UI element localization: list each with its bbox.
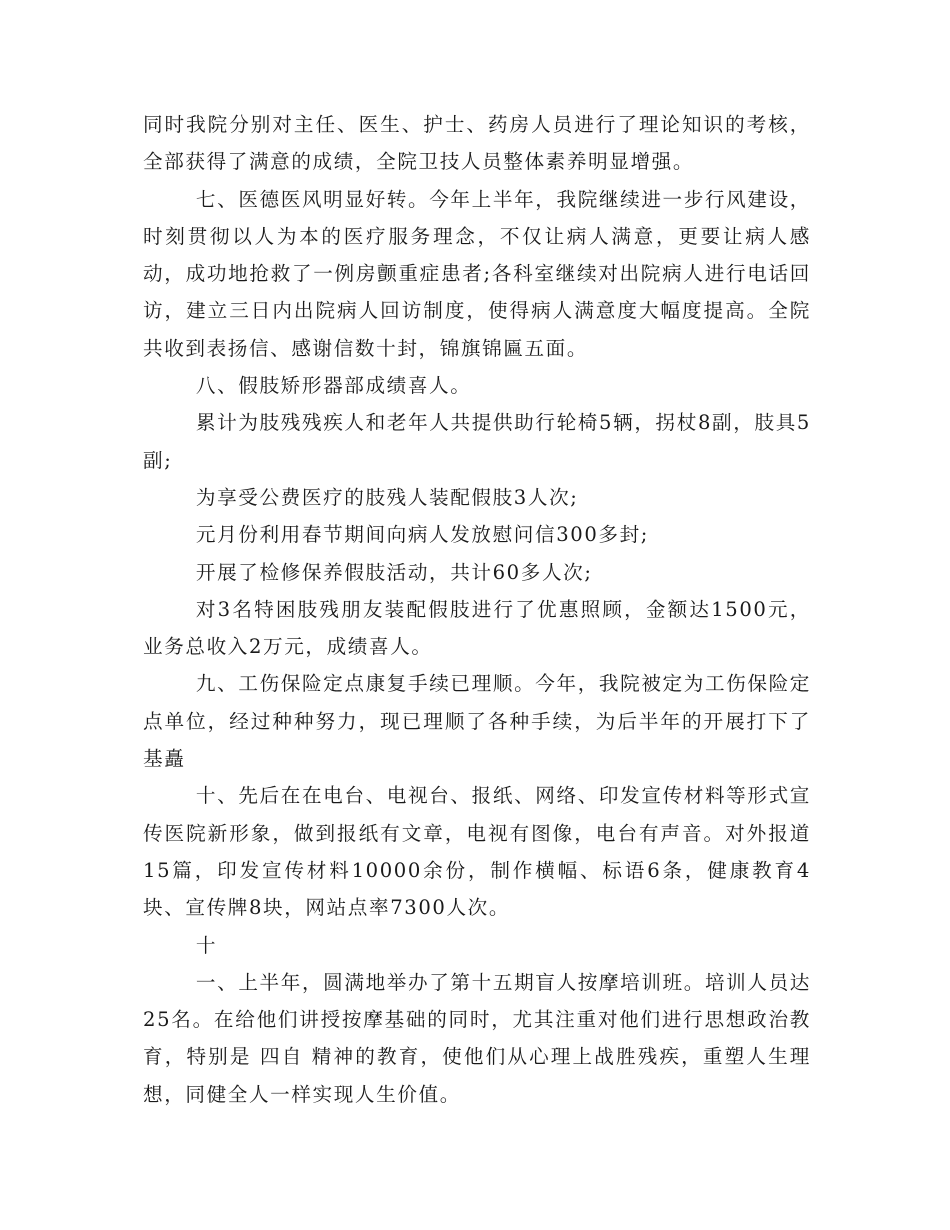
document-body	[143, 106, 811, 1113]
paragraph-discount-care: 对3名特困肢残朋友装配假肢进行了优惠照顾，金额达1500元，业务总收入2万元，成绩喜人。	[143, 597, 811, 659]
paragraph-work-injury: 九、工伤保险定点康复手续已理顺。今年，我院被定为工伤保险定点单位，经过种种努力，现已理顺了各种手续，为后半年的开展打下了基矗	[143, 672, 811, 771]
paragraph-wheelchairs: 累计为肢残残疾人和老年人共提供助行轮椅5辆，拐杖8副，肢具5副;	[143, 411, 811, 472]
paragraph-letters: 元月份利用春节期间向病人发放慰问信300多封;	[195, 523, 649, 547]
paragraph-prosthetic-fitting: 为享受公费医疗的肢残人装配假肢3人次;	[195, 485, 579, 509]
paragraph-medical-ethics: 七、医德医风明显好转。今年上半年，我院继续进一步行风建设，时刻贯彻以人为本的医疗服务理念，不仅让病人满意，更要让病人感动，成功地抢救了一例房颤重症患者;各科室继续对出院病人进行电话回访，建立三日内出院病人回访制度，使得病人满意度大幅度提高。全院共收到表扬信、感谢信数十封，锦旗锦匾五面。	[143, 187, 811, 360]
paragraph-maintenance: 开展了检修保养假肢活动，共计60多人次;	[195, 560, 593, 584]
paragraph-prosthetics-heading: 八、假肢矫形器部成绩喜人。	[195, 374, 472, 398]
paragraph-massage-training: 一、上半年，圆满地举办了第十五期盲人按摩培训班。培训人员达25名。在给他们讲授按摩基础的同时，尤其注重对他们进行思想政治教育，特别是 四自 精神的教育，使他们从心理上战胜残疾，重塑人生理想，同健全人一样实现人生价值。	[143, 970, 811, 1106]
paragraph-publicity: 十、先后在在电台、电视台、报纸、网络、印发宣传材料等形式宣传医院新形象，做到报纸有文章，电视有图像，电台有声音。对外报道15篇，印发宣传材料10000余份，制作横幅、标语6条，健康教育4块、宣传牌8块，网站点率7300人次。	[143, 784, 811, 920]
paragraph-exam-results: 同时我院分别对主任、医生、护士、药房人员进行了理论知识的考核，全部获得了满意的成绩，全院卫技人员整体素养明显增强。	[143, 113, 811, 174]
paragraph-number-ten: 十	[195, 933, 218, 957]
